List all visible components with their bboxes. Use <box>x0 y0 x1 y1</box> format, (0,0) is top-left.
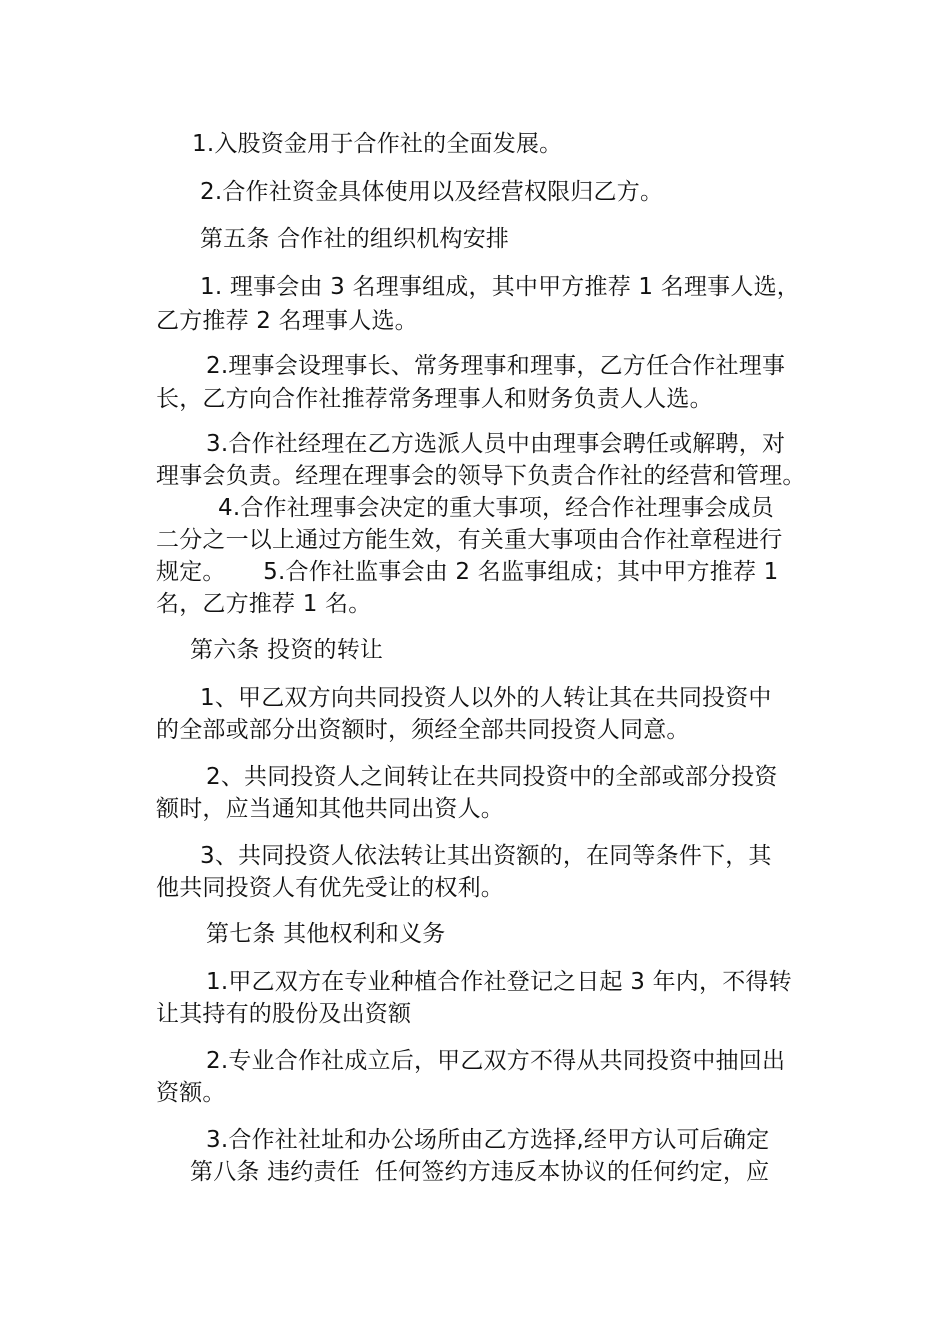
text-line: 理事会负责。经理在理事会的领导下负责合作社的经营和管理。 <box>156 463 806 489</box>
text-line: 3.合作社经理在乙方选派人员中由理事会聘任或解聘，对 <box>206 431 786 457</box>
section-heading: 第六条 投资的转让 <box>190 637 384 663</box>
text-line: 的全部或部分出资额时，须经全部共同投资人同意。 <box>156 717 690 743</box>
text-line: 2.理事会设理事长、常务理事和理事，乙方任合作社理事 <box>206 353 786 379</box>
text-line: 1.甲乙双方在专业种植合作社登记之日起 3 年内，不得转 <box>206 969 792 995</box>
text-line: 资额。 <box>156 1080 226 1106</box>
text-line: 1. 理事会由 3 名理事组成，其中甲方推荐 1 名理事人选， <box>200 274 800 300</box>
text-line: 3.合作社社址和办公场所由乙方选择,经甲方认可后确定 <box>206 1127 770 1153</box>
text-line: 1、甲乙双方向共同投资人以外的人转让其在共同投资中 <box>200 685 772 711</box>
text-line: 乙方推荐 2 名理事人选。 <box>156 308 418 334</box>
section-heading: 第八条 违约责任 任何签约方违反本协议的任何约定，应 <box>190 1159 770 1185</box>
text-line: 长，乙方向合作社推荐常务理事人和财务负责人人选。 <box>156 386 713 412</box>
text-line: 2.合作社资金具体使用以及经营权限归乙方。 <box>200 179 664 205</box>
text-line: 名，乙方推荐 1 名。 <box>156 591 372 617</box>
text-line: 1.入股资金用于合作社的全面发展。 <box>192 131 563 157</box>
text-line: 二分之一以上通过方能生效，有关重大事项由合作社章程进行 <box>156 527 783 553</box>
text-line: 规定。 5.合作社监事会由 2 名监事组成；其中甲方推荐 1 <box>156 559 779 585</box>
text-line: 3、共同投资人依法转让其出资额的，在同等条件下，其 <box>200 843 772 869</box>
text-line: 他共同投资人有优先受让的权利。 <box>156 875 504 901</box>
text-line: 让其持有的股份及出资额 <box>156 1001 412 1027</box>
text-line: 4.合作社理事会决定的重大事项，经合作社理事会成员 <box>218 495 774 521</box>
section-heading: 第五条 合作社的组织机构安排 <box>200 226 510 252</box>
section-heading: 第七条 其他权利和义务 <box>206 921 446 947</box>
text-line: 2、共同投资人之间转让在共同投资中的全部或部分投资 <box>206 764 778 790</box>
text-line: 额时，应当通知其他共同出资人。 <box>156 796 504 822</box>
text-line: 2.专业合作社成立后，甲乙双方不得从共同投资中抽回出 <box>206 1048 786 1074</box>
